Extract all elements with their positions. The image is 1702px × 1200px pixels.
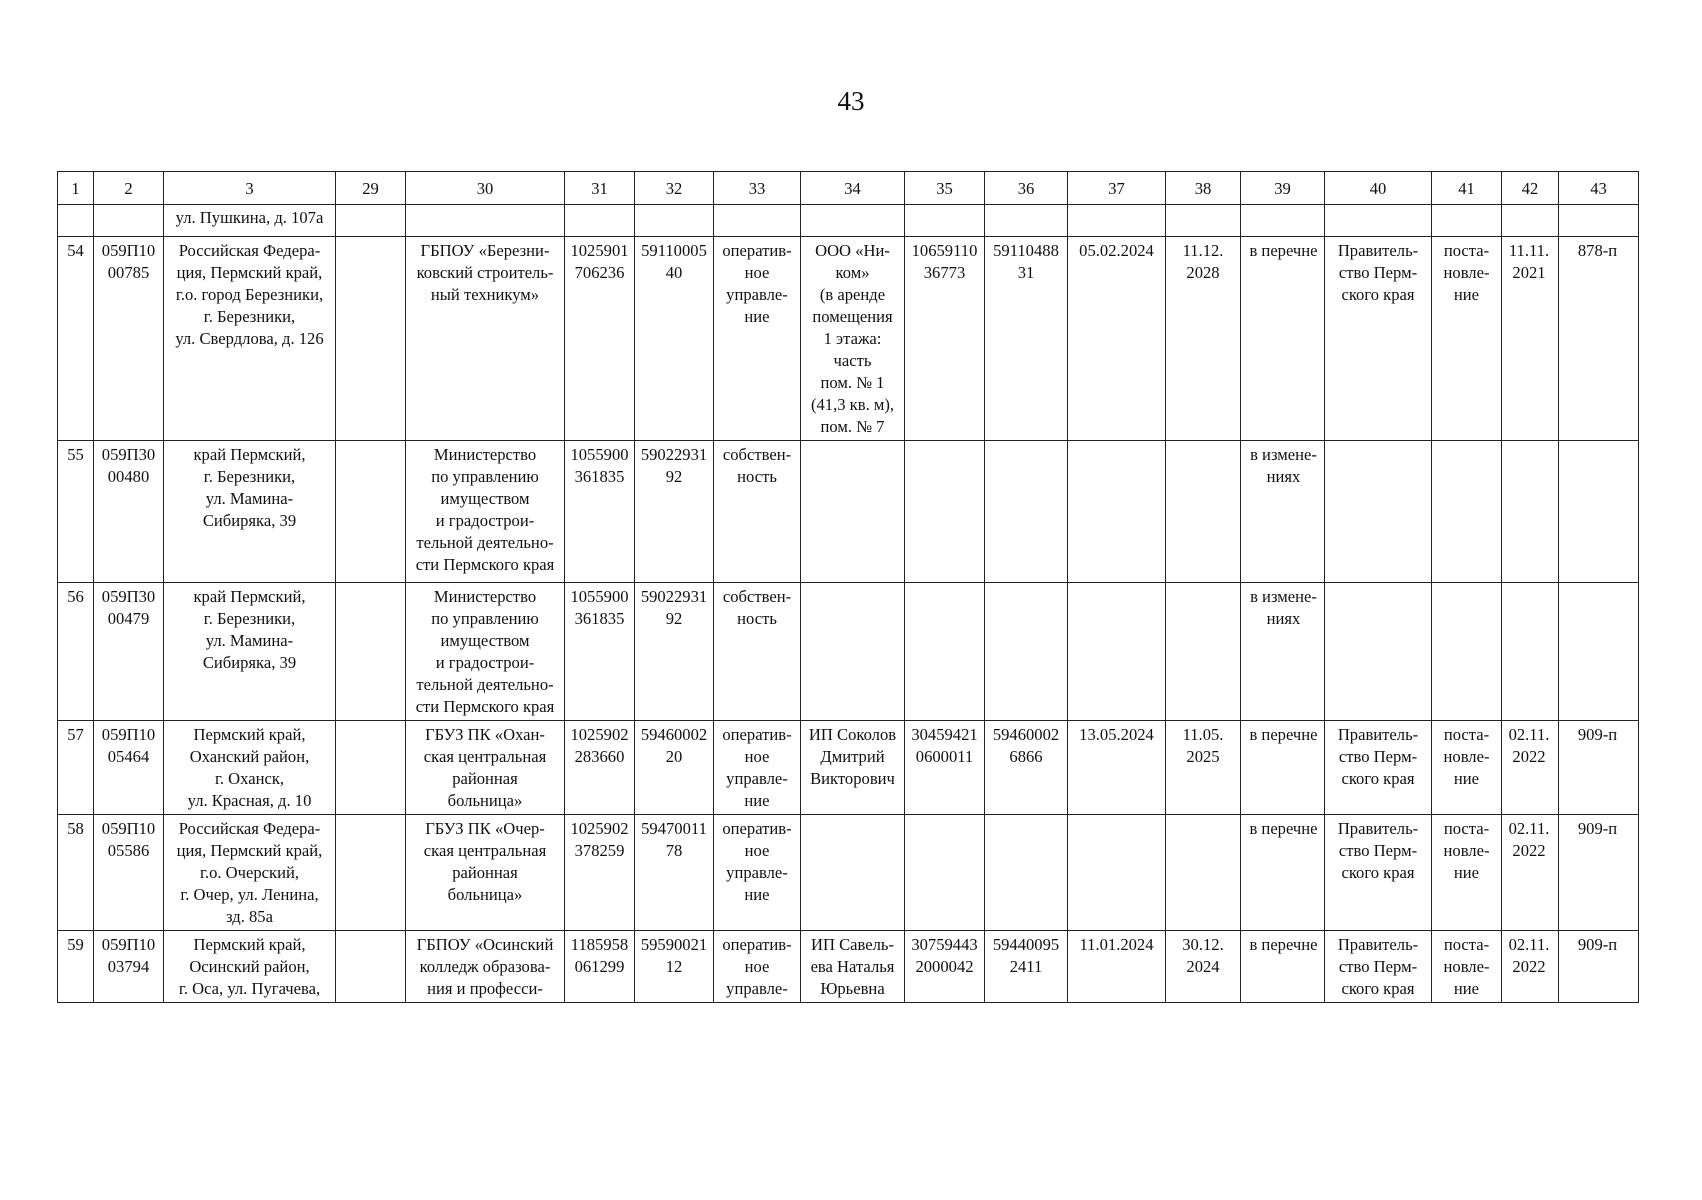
column-header: 41 (1432, 172, 1502, 205)
status-cell: в измене- ниях (1241, 583, 1325, 721)
status-cell: в измене- ниях (1241, 441, 1325, 583)
tenant-cell: ИП Соколов Дмитрий Викторович (801, 721, 905, 815)
column-29-cell (336, 441, 406, 583)
contract-end-date: 11.12. 2028 (1166, 237, 1241, 441)
column-header: 38 (1166, 172, 1241, 205)
tenant-inn (985, 815, 1068, 931)
document-type: поста- новле- ние (1432, 237, 1502, 441)
contract-start-date: 13.05.2024 (1068, 721, 1166, 815)
object-code: 059П10 00785 (94, 237, 164, 441)
column-29-cell (336, 815, 406, 931)
status-cell: в перечне (1241, 721, 1325, 815)
document-date (1502, 441, 1559, 583)
document-date: 02.11. 2022 (1502, 815, 1559, 931)
column-29-cell (336, 237, 406, 441)
contract-start-date (1068, 815, 1166, 931)
table-row (58, 815, 1639, 931)
holder-cell: ГБПОУ «Березни- ковский строитель- ный техникум» (406, 237, 565, 441)
continuation-address: ул. Пушкина, д. 107а (164, 205, 336, 237)
continuation-row (58, 205, 1639, 237)
holder-cell: Министерство по управлению имуществом и градострои- тельной деятельно- сти Пермского края (406, 583, 565, 721)
object-code: 059П30 00480 (94, 441, 164, 583)
column-header: 29 (336, 172, 406, 205)
document-date: 11.11. 2021 (1502, 237, 1559, 441)
tenant-inn (985, 583, 1068, 721)
row-number: 57 (58, 721, 94, 815)
right-type: собствен- ность (714, 441, 801, 583)
address-cell: Российская Федера- ция, Пермский край, г.о. город Березники, г. Березники, ул. Свердлова, д. 126 (164, 237, 336, 441)
tenant-ogrn (905, 583, 985, 721)
holder-inn: 59470011 78 (635, 815, 714, 931)
contract-end-date (1166, 815, 1241, 931)
contract-start-date: 05.02.2024 (1068, 237, 1166, 441)
table-row (58, 931, 1639, 1003)
tenant-inn: 59460002 6866 (985, 721, 1068, 815)
tenant-inn: 59440095 2411 (985, 931, 1068, 1003)
tenant-cell (801, 583, 905, 721)
contract-end-date (1166, 441, 1241, 583)
tenant-cell: ИП Савель- ева Наталья Юрьевна (801, 931, 905, 1003)
address-cell: Пермский край, Осинский район, г. Оса, ул. Пугачева, (164, 931, 336, 1003)
column-29-cell (336, 721, 406, 815)
holder-ogrn: 1055900 361835 (565, 441, 635, 583)
right-type: оператив- ное управле- ние (714, 237, 801, 441)
column-header: 36 (985, 172, 1068, 205)
document-number: 878-п (1559, 237, 1639, 441)
contract-end-date: 30.12. 2024 (1166, 931, 1241, 1003)
right-type: оператив- ное управле- ние (714, 815, 801, 931)
right-type: собствен- ность (714, 583, 801, 721)
object-code: 059П10 05586 (94, 815, 164, 931)
row-number: 56 (58, 583, 94, 721)
right-type: оператив- ное управле- (714, 931, 801, 1003)
column-header: 31 (565, 172, 635, 205)
document-type: поста- новле- ние (1432, 931, 1502, 1003)
tenant-ogrn: 10659110 36773 (905, 237, 985, 441)
tenant-cell (801, 441, 905, 583)
holder-cell: ГБУЗ ПК «Очер- ская центральная районная больница» (406, 815, 565, 931)
document-date: 02.11. 2022 (1502, 931, 1559, 1003)
document-number: 909-п (1559, 721, 1639, 815)
tenant-ogrn: 30759443 2000042 (905, 931, 985, 1003)
authority-cell: Правитель- ство Перм- ского края (1325, 721, 1432, 815)
column-header: 30 (406, 172, 565, 205)
authority-cell: Правитель- ство Перм- ского края (1325, 931, 1432, 1003)
contract-start-date: 11.01.2024 (1068, 931, 1166, 1003)
column-header: 34 (801, 172, 905, 205)
document-number (1559, 583, 1639, 721)
tenant-cell: ООО «Ни- ком» (в аренде помещения 1 этажа: часть пом. № 1 (41,3 кв. м), пом. № 7 (801, 237, 905, 441)
tenant-cell (801, 815, 905, 931)
authority-cell (1325, 583, 1432, 721)
right-type: оператив- ное управле- ние (714, 721, 801, 815)
authority-cell: Правитель- ство Перм- ского края (1325, 237, 1432, 441)
holder-ogrn: 1025902 283660 (565, 721, 635, 815)
status-cell: в перечне (1241, 815, 1325, 931)
holder-inn: 59460002 20 (635, 721, 714, 815)
document-type: поста- новле- ние (1432, 815, 1502, 931)
document-type: поста- новле- ние (1432, 721, 1502, 815)
document-date: 02.11. 2022 (1502, 721, 1559, 815)
document-type (1432, 583, 1502, 721)
document-number (1559, 441, 1639, 583)
column-header: 33 (714, 172, 801, 205)
column-header: 1 (58, 172, 94, 205)
document-number: 909-п (1559, 931, 1639, 1003)
column-29-cell (336, 931, 406, 1003)
column-header: 35 (905, 172, 985, 205)
document-date (1502, 583, 1559, 721)
table-row (58, 237, 1639, 441)
object-code: 059П10 05464 (94, 721, 164, 815)
tenant-inn: 59110488 31 (985, 237, 1068, 441)
contract-end-date (1166, 583, 1241, 721)
document-number: 909-п (1559, 815, 1639, 931)
holder-inn: 59022931 92 (635, 583, 714, 721)
tenant-ogrn (905, 441, 985, 583)
row-number: 59 (58, 931, 94, 1003)
column-header: 32 (635, 172, 714, 205)
column-29-cell (336, 583, 406, 721)
holder-inn: 59110005 40 (635, 237, 714, 441)
table-row (58, 441, 1639, 583)
column-header: 3 (164, 172, 336, 205)
column-header: 40 (1325, 172, 1432, 205)
holder-inn: 59590021 12 (635, 931, 714, 1003)
holder-ogrn: 1025901 706236 (565, 237, 635, 441)
holder-inn: 59022931 92 (635, 441, 714, 583)
column-header: 39 (1241, 172, 1325, 205)
holder-ogrn: 1025902 378259 (565, 815, 635, 931)
tenant-inn (985, 441, 1068, 583)
holder-cell: ГБУЗ ПК «Охан- ская центральная районная больница» (406, 721, 565, 815)
object-code: 059П10 03794 (94, 931, 164, 1003)
document-type (1432, 441, 1502, 583)
header-row (58, 172, 1639, 205)
status-cell: в перечне (1241, 237, 1325, 441)
column-header: 42 (1502, 172, 1559, 205)
authority-cell (1325, 441, 1432, 583)
tenant-ogrn (905, 815, 985, 931)
column-header: 43 (1559, 172, 1639, 205)
table-row (58, 583, 1639, 721)
table-row (58, 721, 1639, 815)
address-cell: Российская Федера- ция, Пермский край, г.о. Очерский, г. Очер, ул. Ленина, зд. 85а (164, 815, 336, 931)
address-cell: край Пермский, г. Березники, ул. Мамина- Сибиряка, 39 (164, 441, 336, 583)
column-header: 37 (1068, 172, 1166, 205)
contract-end-date: 11.05. 2025 (1166, 721, 1241, 815)
contract-start-date (1068, 583, 1166, 721)
row-number: 54 (58, 237, 94, 441)
holder-cell: ГБПОУ «Осинский колледж образова- ния и професси- (406, 931, 565, 1003)
address-cell: край Пермский, г. Березники, ул. Мамина- Сибиряка, 39 (164, 583, 336, 721)
holder-ogrn: 1055900 361835 (565, 583, 635, 721)
column-header: 2 (94, 172, 164, 205)
row-number: 55 (58, 441, 94, 583)
contract-start-date (1068, 441, 1166, 583)
address-cell: Пермский край, Оханский район, г. Оханск, ул. Красная, д. 10 (164, 721, 336, 815)
register-table (57, 171, 1639, 1003)
status-cell: в перечне (1241, 931, 1325, 1003)
holder-cell: Министерство по управлению имуществом и градострои- тельной деятельно- сти Пермского края (406, 441, 565, 583)
row-number: 58 (58, 815, 94, 931)
object-code: 059П30 00479 (94, 583, 164, 721)
authority-cell: Правитель- ство Перм- ского края (1325, 815, 1432, 931)
page-number: 43 (837, 86, 865, 116)
holder-ogrn: 1185958 061299 (565, 931, 635, 1003)
tenant-ogrn: 30459421 0600011 (905, 721, 985, 815)
